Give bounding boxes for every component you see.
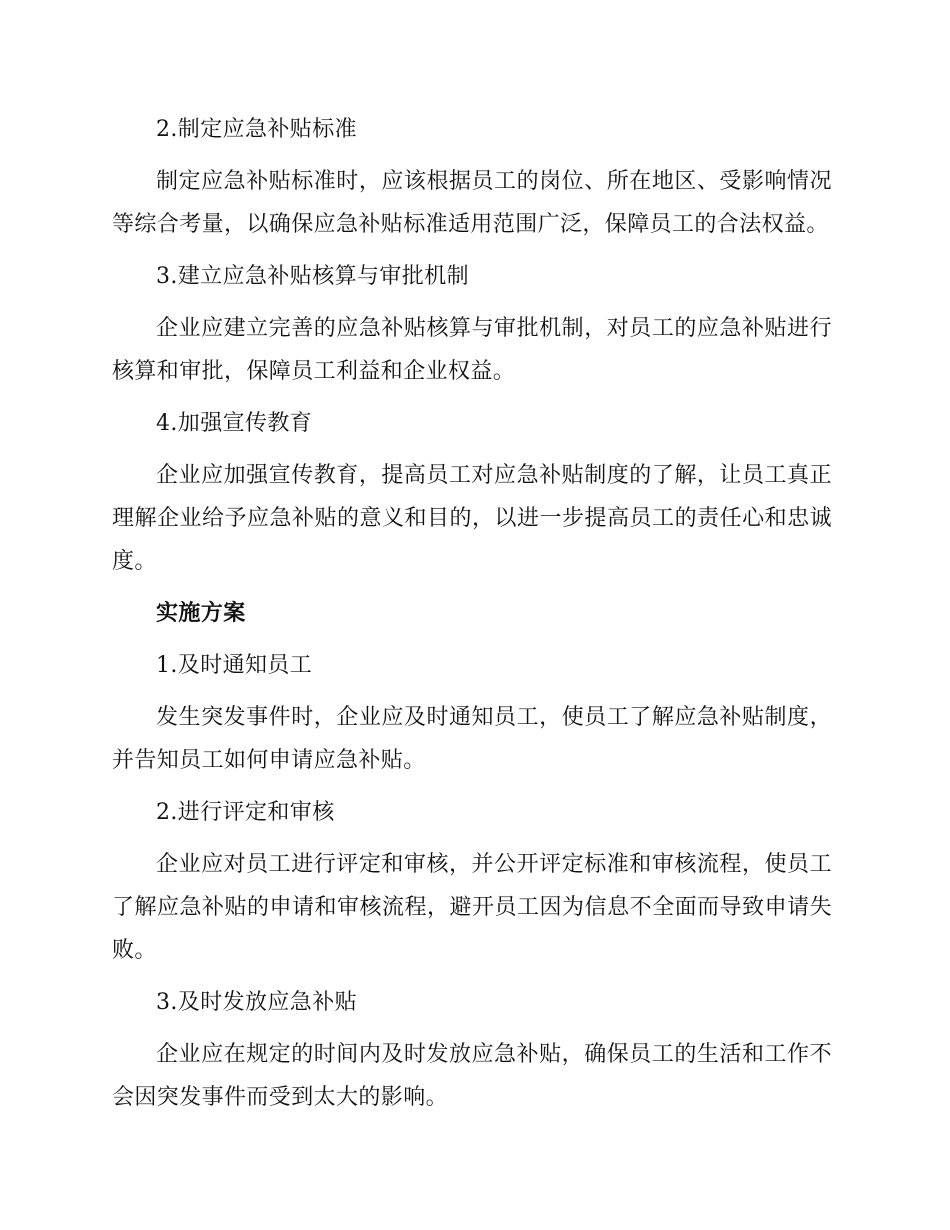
paragraph: 企业应在规定的时间内及时发放应急补贴，确保员工的生活和工作不会因突发事件而受到太大的影响。 xyxy=(112,1042,832,1110)
subheading: 4.加强宣传教育 xyxy=(156,411,313,436)
paragraph: 企业应加强宣传教育，提高员工对应急补贴制度的了解，让员工真正理解企业给予应急补贴的意义和目的，以进一步提高员工的责任心和忠诚度。 xyxy=(112,463,832,574)
paragraph: 发生突发事件时，企业应及时通知员工，使员工了解应急补贴制度，并告知员工如何申请应急补贴。 xyxy=(112,705,832,773)
subheading: 3.建立应急补贴核算与审批机制 xyxy=(156,264,469,289)
document-page xyxy=(112,108,832,1128)
subheading: 1.及时通知员工 xyxy=(156,653,313,678)
subheading: 3.及时发放应急补贴 xyxy=(156,990,357,1015)
paragraph: 企业应对员工进行评定和审核，并公开评定标准和审核流程，使员工了解应急补贴的申请和审核流程，避开员工因为信息不全面而导致申请失败。 xyxy=(112,852,832,963)
section-heading: 实施方案 xyxy=(156,601,246,626)
subheading: 2.进行评定和审核 xyxy=(156,800,335,825)
paragraph: 制定应急补贴标准时，应该根据员工的岗位、所在地区、受影响情况等综合考量，以确保应急补贴标准适用范围广泛，保障员工的合法权益。 xyxy=(112,169,832,237)
paragraph: 企业应建立完善的应急补贴核算与审批机制，对员工的应急补贴进行核算和审批，保障员工利益和企业权益。 xyxy=(112,316,832,384)
subheading: 2.制定应急补贴标准 xyxy=(156,117,357,142)
